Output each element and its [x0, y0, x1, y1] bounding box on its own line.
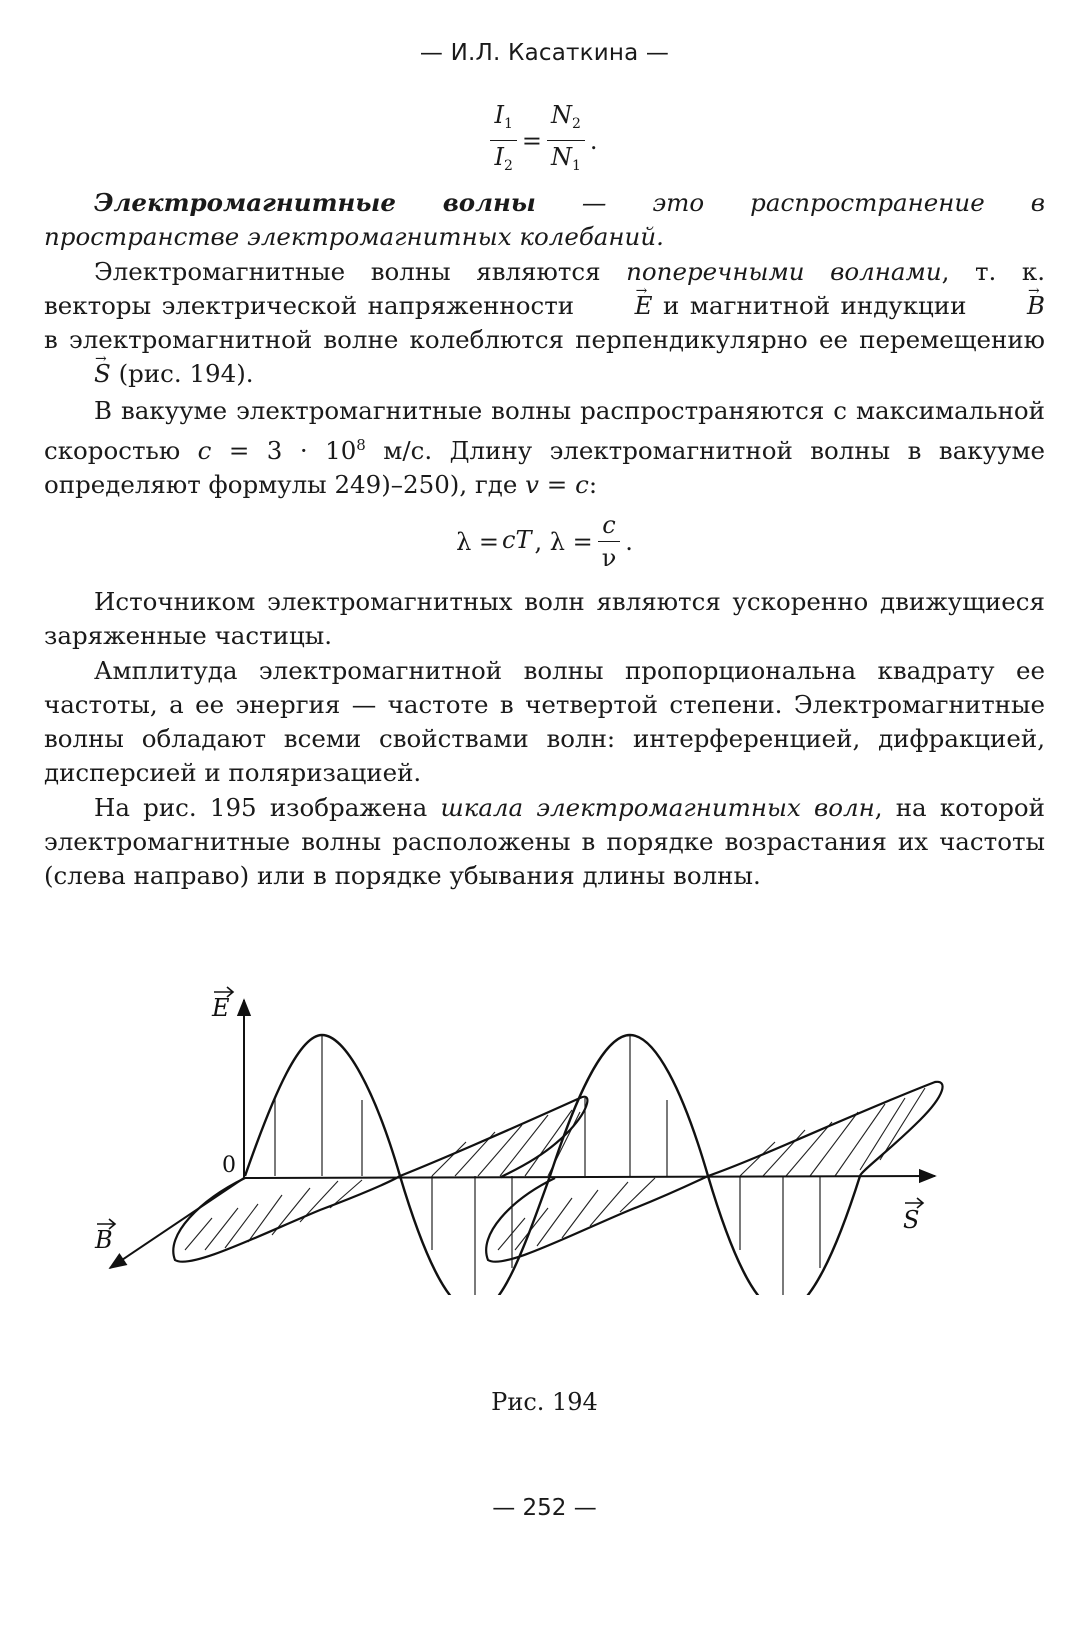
page-number: — 252 —	[492, 1495, 597, 1521]
b-axis-label: B	[95, 1226, 113, 1254]
em-wave-figure	[0, 975, 1089, 1295]
origin-label: 0	[222, 1153, 236, 1178]
definition-paragraph: Электромагнитные волны — это распространение в пространстве электромагнитных колебаний.	[44, 188, 1046, 252]
figure-caption: Рис. 194	[491, 1388, 598, 1416]
fraction-i: $\frac{I_1}{I_2}$	[490, 100, 516, 181]
fraction-n: $\frac{N_2}{N_1}$	[547, 100, 585, 181]
b-axis	[110, 1178, 244, 1268]
formula-wavelength: λ =cT , λ = $\frac{c}{\nu}$ .	[456, 511, 633, 572]
s-axis-label: S	[903, 1206, 920, 1234]
amplitude-paragraph: Амплитуда электромагнитной волны пропорциональна квадрату ее частоты, а ее энергия — частоте в четвертой степени. Электромагнитные волны обладают всеми свойствами волн: интерференцией, дифракцией, дисперсией и поляризацией.	[44, 655, 1045, 788]
s-axis	[244, 1176, 935, 1178]
body-text-top	[44, 186, 1045, 503]
e-field-wave	[245, 1035, 860, 1295]
source-paragraph: Источником электромагнитных волн являются ускоренно движущиеся заряженные частицы.	[44, 587, 1045, 651]
fraction-c-nu: $\frac{c}{\nu}$	[598, 510, 621, 573]
running-header: — И.Л. Касаткина —	[419, 40, 670, 66]
vacuum-paragraph: В вакууме электромагнитные волны распространяются с максимальной скоростью $c = 3 \cdot 10^8$ м/с. Длину электромагнитной волны в вакууме определяют формулы 249)–250), где v = c:	[44, 395, 1045, 500]
scale-paragraph: На рис. 195 изображена шкала электромагнитных волн, на которой электромагнитные волны расположены в порядке возрастания их частоты (слева направо) или в порядке убывания длины волны.	[44, 792, 1045, 891]
b-field-lobes	[173, 1082, 942, 1262]
formula-current-ratio: $\frac{I_1}{I_2}$ = $\frac{N_2}{N_1}$ .	[0, 100, 1089, 181]
body-text-bottom	[44, 585, 1045, 894]
transverse-paragraph: Электромагнитные волны являются поперечными волнами, т. к. векторы электрической напряженности → E и магнитной индукции → B в электромагнитной волне колеблются перпендикулярно ее перемещению → S (рис. 194).	[44, 255, 1045, 392]
e-axis-label: E	[212, 994, 230, 1022]
b-field-hatching	[185, 1088, 925, 1250]
